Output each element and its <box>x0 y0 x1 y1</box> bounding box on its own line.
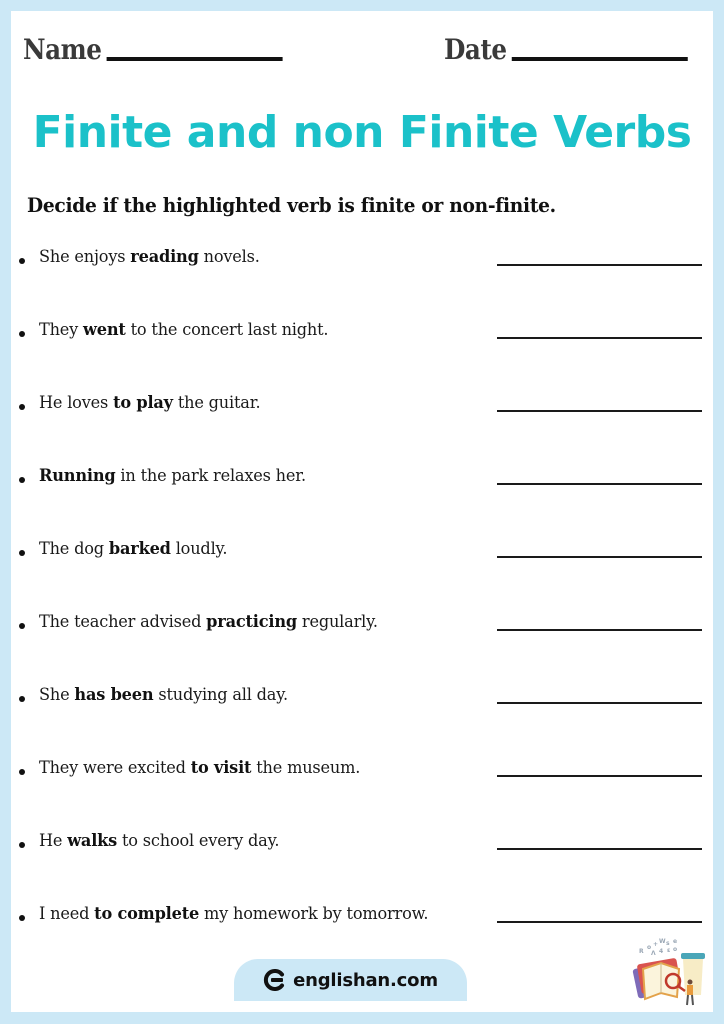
list-item <box>19 904 709 934</box>
bullet-icon <box>19 769 25 775</box>
date-field <box>444 33 688 66</box>
svg-text:s: s <box>666 940 670 947</box>
svg-text:o: o <box>647 944 652 951</box>
highlighted-verb: walks <box>67 831 118 851</box>
list-item <box>19 612 709 642</box>
answer-line[interactable] <box>497 483 702 485</box>
date-label: Date <box>444 33 507 66</box>
name-label: Name <box>23 33 102 66</box>
highlighted-verb: to play <box>113 393 173 413</box>
highlighted-verb: Running <box>39 466 116 486</box>
list-item <box>19 466 709 496</box>
date-blank-line[interactable] <box>512 57 688 61</box>
sentence: They were excited to visit the museum. <box>39 758 361 778</box>
answer-line[interactable] <box>497 848 702 850</box>
header-row <box>11 33 713 73</box>
sentence: I need to complete my homework by tomorrow. <box>39 904 429 924</box>
svg-text:+: + <box>653 941 659 948</box>
answer-line[interactable] <box>497 410 702 412</box>
footer-tab[interactable] <box>234 959 467 1001</box>
sentence: He walks to school every day. <box>39 831 280 851</box>
bullet-icon <box>19 550 25 556</box>
bullet-icon <box>19 915 25 921</box>
highlighted-verb: to visit <box>190 758 252 778</box>
name-blank-line[interactable] <box>107 57 283 61</box>
highlighted-verb: reading <box>130 247 199 267</box>
svg-text:e: e <box>673 938 678 945</box>
list-item <box>19 247 709 277</box>
answer-line[interactable] <box>497 337 702 339</box>
answer-line[interactable] <box>497 921 702 923</box>
list-item <box>19 393 709 423</box>
name-field <box>23 33 283 66</box>
site-link[interactable]: englishan.com <box>293 969 438 991</box>
bullet-icon <box>19 696 25 702</box>
page-title: Finite and non Finite Verbs <box>32 107 692 158</box>
answer-line[interactable] <box>497 775 702 777</box>
sentence: The dog barked loudly. <box>39 539 228 559</box>
list-item <box>19 758 709 788</box>
sentence: Running in the park relaxes her. <box>39 466 306 486</box>
bullet-icon <box>19 477 25 483</box>
svg-text:W: W <box>659 938 666 945</box>
sentence: She enjoys reading novels. <box>39 247 260 267</box>
svg-text:R: R <box>639 948 644 955</box>
bullet-icon <box>19 331 25 337</box>
englishan-logo-icon <box>263 969 285 991</box>
bullet-icon <box>19 623 25 629</box>
sentence: She has been studying all day. <box>39 685 288 705</box>
svg-text:Λ: Λ <box>651 950 656 957</box>
list-item <box>19 320 709 350</box>
list-item <box>19 831 709 861</box>
highlighted-verb: went <box>83 320 126 340</box>
sentence: They went to the concert last night. <box>39 320 329 340</box>
svg-text:o: o <box>673 946 678 953</box>
answer-line[interactable] <box>497 629 702 631</box>
sentence: He loves to play the guitar. <box>39 393 261 413</box>
list-item <box>19 539 709 569</box>
bullet-icon <box>19 842 25 848</box>
instruction-text: Decide if the highlighted verb is finite or non-finite. <box>27 193 556 217</box>
answer-line[interactable] <box>497 264 702 266</box>
bullet-icon <box>19 404 25 410</box>
svg-text:4: 4 <box>659 948 664 955</box>
svg-text:ε: ε <box>667 947 671 954</box>
answer-line[interactable] <box>497 556 702 558</box>
sentence: The teacher advised practicing regularly. <box>39 612 378 632</box>
answer-line[interactable] <box>497 702 702 704</box>
highlighted-verb: barked <box>108 539 171 559</box>
highlighted-verb: has been <box>74 685 154 705</box>
list-item <box>19 685 709 715</box>
books-magnifier-illustration <box>621 935 711 1010</box>
highlighted-verb: practicing <box>206 612 297 632</box>
bullet-icon <box>19 258 25 264</box>
worksheet <box>11 11 713 1012</box>
highlighted-verb: to complete <box>94 904 200 924</box>
